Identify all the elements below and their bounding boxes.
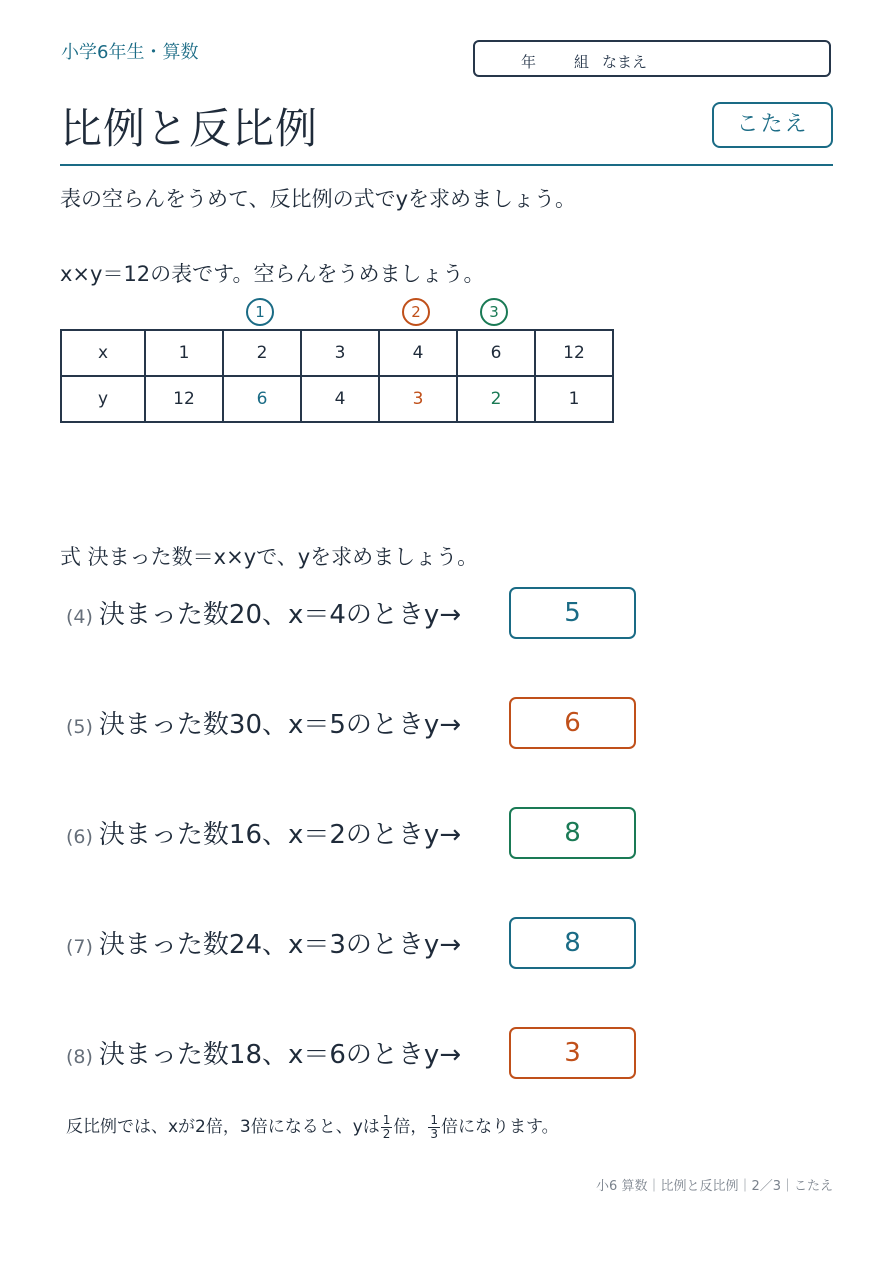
- table-cell: 2: [223, 330, 301, 376]
- row-header-y: y: [61, 376, 145, 422]
- year-label: 年: [521, 53, 537, 71]
- table-cell: 1: [535, 376, 613, 422]
- table-cell: 4: [379, 330, 457, 376]
- answer-box-5: 6: [509, 697, 636, 749]
- page-title: 比例と反比例: [60, 104, 319, 153]
- question-number: (5): [66, 716, 93, 738]
- note: [66, 1112, 559, 1141]
- title-divider: [60, 164, 833, 166]
- question-5: [66, 704, 461, 741]
- answer-badge: こたえ: [712, 102, 833, 148]
- question-number: (4): [66, 606, 93, 628]
- table-row-x: [61, 330, 613, 376]
- row-header-x: x: [61, 330, 145, 376]
- marker-2: 2: [402, 298, 430, 326]
- answer-cell-2: 3: [379, 376, 457, 422]
- question-4: [66, 594, 461, 631]
- answer-box-6: 8: [509, 807, 636, 859]
- table-cell: 4: [301, 376, 379, 422]
- question-text: 決まった数18、x＝6のときy→: [98, 1040, 462, 1070]
- question-text: 決まった数24、x＝3のときy→: [98, 930, 462, 960]
- fraction-denominator: 3: [430, 1126, 439, 1141]
- table-title: x×y＝12の表です。空らんをうめましょう。: [60, 262, 485, 286]
- question-text: 決まった数30、x＝5のときy→: [98, 710, 462, 740]
- table-cell: 1: [145, 330, 223, 376]
- answer-cell-3: 2: [457, 376, 535, 422]
- question-text: 決まった数20、x＝4のときy→: [98, 600, 462, 630]
- value-table: [60, 329, 614, 423]
- question-text: 決まった数16、x＝2のときy→: [98, 820, 462, 850]
- answer-box-8: 3: [509, 1027, 636, 1079]
- fraction-numerator: 1: [430, 1112, 439, 1127]
- table-cell: 6: [457, 330, 535, 376]
- name-field[interactable]: [473, 40, 831, 77]
- answer-box-7: 8: [509, 917, 636, 969]
- table-cell: 3: [301, 330, 379, 376]
- fraction-numerator: 1: [382, 1112, 391, 1127]
- fraction-half: [381, 1114, 393, 1141]
- instruction: 表の空らんをうめて、反比例の式でyを求めましょう。: [60, 187, 577, 211]
- fraction-denominator: 2: [382, 1126, 391, 1141]
- note-text-2: 倍，: [393, 1117, 428, 1137]
- grade-subject: 小学6年生・算数: [61, 42, 199, 63]
- note-text-3: 倍になります。: [441, 1117, 559, 1137]
- fraction-third: [428, 1114, 440, 1141]
- question-6: [66, 814, 461, 851]
- table-cell: 12: [535, 330, 613, 376]
- question-7: [66, 924, 461, 961]
- question-8: [66, 1034, 461, 1071]
- class-label: 組: [574, 53, 590, 71]
- name-label: なまえ: [602, 53, 648, 71]
- note-text-1: 反比例では、xが2倍，3倍になると、yは: [66, 1117, 380, 1137]
- marker-3: 3: [480, 298, 508, 326]
- answer-box-4: 5: [509, 587, 636, 639]
- marker-1: 1: [246, 298, 274, 326]
- answer-cell-1: 6: [223, 376, 301, 422]
- formula-instruction: 式 決まった数＝x×yで、yを求めましょう。: [60, 545, 479, 569]
- question-number: (7): [66, 936, 93, 958]
- table-cell: 12: [145, 376, 223, 422]
- page-footer: 小6 算数｜比例と反比例｜2／3｜こたえ: [596, 1179, 833, 1194]
- question-number: (8): [66, 1046, 93, 1068]
- question-number: (6): [66, 826, 93, 848]
- table-row-y: [61, 376, 613, 422]
